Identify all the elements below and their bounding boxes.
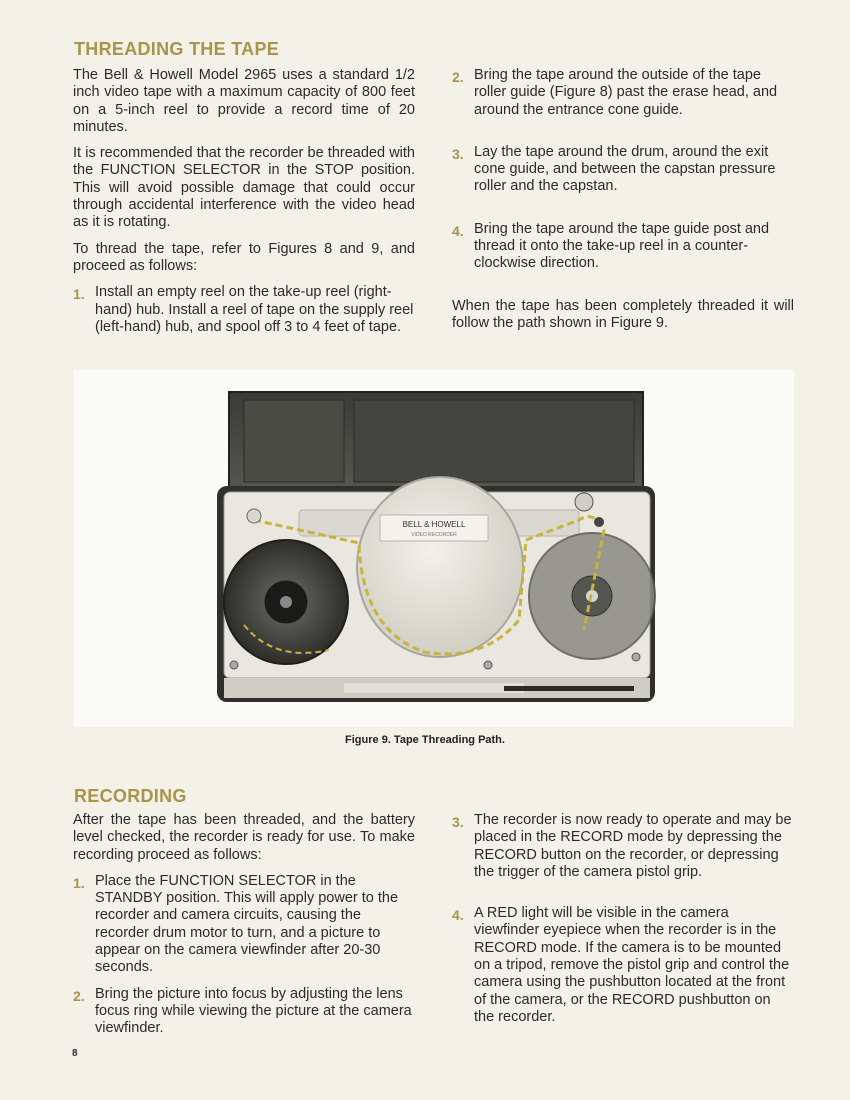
threading-step-1 — [73, 284, 415, 336]
step-text: Lay the tape around the drum, around the exit cone guide, and between the capstan pressure roller and the capstan. — [474, 143, 776, 195]
recording-step-4 — [452, 905, 794, 1026]
threading-step-2 — [452, 67, 794, 119]
threading-left-column — [73, 67, 415, 345]
threading-heading: THREADING THE TAPE — [74, 39, 280, 59]
step-text: Install an empty reel on the take-up reel (right-hand) hub. Install a reel of tape on the supply reel (left-hand) hub, and spool off 3 to 4 feet of tape. — [95, 284, 414, 335]
recording-intro-paragraph: After the tape has been threaded, and the battery level checked, the recorder is ready for use. To make recording proceed as follows: — [73, 812, 415, 863]
threading-intro-paragraph: The Bell & Howell Model 2965 uses a standard 1/2 inch video tape with a maximum capacity of 800 feet on a 5-inch reel to provide a record time of 20 minutes. — [73, 67, 415, 135]
page-number: 8 — [72, 1048, 78, 1059]
recording-step-3 — [452, 812, 794, 881]
recording-heading: RECORDING — [74, 786, 187, 806]
figure-caption: Figure 9. Tape Threading Path. — [345, 734, 505, 746]
recording-left-column — [73, 812, 415, 1047]
step-number: 2. — [73, 987, 85, 1004]
step-text: Bring the tape around the tape guide post and thread it onto the take-up reel in a counter-clockwise direction. — [474, 220, 770, 272]
step-number: 1. — [73, 286, 85, 303]
threading-closing-paragraph: When the tape has been completely threaded it will follow the path shown in Figure 9. — [452, 297, 794, 331]
head-drum — [357, 477, 523, 657]
threading-recommendation-paragraph: It is recommended that the recorder be threaded with the FUNCTION SELECTOR in the STOP position. This will avoid possible damage that could occur through accidental interference with the video head as it is rotating. — [73, 145, 415, 231]
brand-label-text: BELL & HOWELL — [402, 520, 466, 529]
step-number: 1. — [73, 874, 85, 891]
recording-step-2 — [73, 986, 415, 1038]
recording-right-column — [452, 812, 794, 1035]
model-label-text: VIDEO RECORDER — [411, 532, 457, 538]
step-number: 3. — [452, 145, 464, 162]
step-text: Bring the tape around the outside of the tape roller guide (Figure 8) past the erase head, and around the entrance cone guide. — [474, 67, 778, 118]
step-number: 4. — [452, 907, 464, 924]
tape-recorder-illustration — [74, 370, 794, 727]
recording-step-1 — [73, 873, 415, 977]
threading-step-4 — [452, 221, 794, 273]
figure-9-photo — [74, 370, 794, 727]
threading-right-column — [452, 67, 794, 341]
step-number: 3. — [452, 814, 464, 830]
threading-refer-paragraph: To thread the tape, refer to Figures 8 and 9, and proceed as follows: — [73, 240, 415, 274]
step-text: Place the FUNCTION SELECTOR in the STANDBY position. This will apply power to the recorder and camera circuits, causing the recorder drum motor to turn, and a picture to appear on the camera viewfinder after 20-30 seconds. — [95, 872, 399, 976]
step-text: The recorder is now ready to operate and may be placed in the RECORD mode by depressing the RECORD button on the recorder, or depressing the trigger of the camera pistol grip. — [474, 812, 792, 880]
step-number: 4. — [452, 222, 464, 239]
step-text: A RED light will be visible in the camera viewfinder eyepiece when the recorder is in the RECORD mode. If the camera is to be mounted on a tripod, remove the pistol grip and control the camera using the pushbutton located at the front of the camera, or the RECORD pushbutton on the recorder. — [474, 905, 790, 1025]
step-number: 2. — [452, 69, 464, 85]
threading-step-3 — [452, 144, 794, 196]
step-text: Bring the picture into focus by adjusting the lens focus ring while viewing the picture at the camera viewfinder. — [95, 985, 412, 1037]
